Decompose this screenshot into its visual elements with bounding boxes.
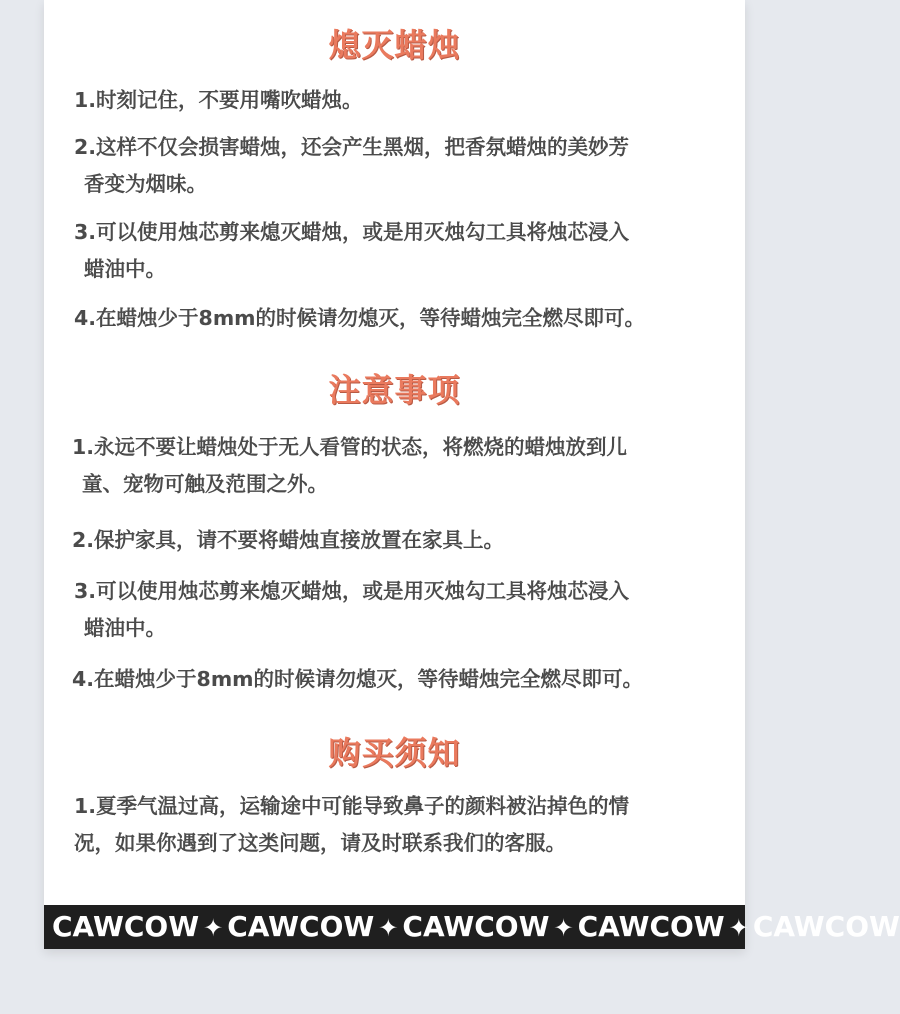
brand-text: CAWCOW [52, 910, 200, 943]
brand-text: CAWCOW [752, 910, 900, 943]
list-item [74, 214, 714, 288]
list-item-continuation: 蜡油中。 [84, 257, 166, 281]
list-item [74, 788, 714, 862]
list-item-text: 1.时刻记住，不要用嘴吹蜡烛。 [74, 88, 363, 112]
list-item [74, 82, 714, 119]
list-item [72, 429, 712, 503]
brand-text: CAWCOW [227, 910, 375, 943]
list-item-text: 1.夏季气温过高，运输途中可能导致鼻子的颜料被沾掉色的情 [74, 794, 630, 818]
section-title-extinguish: 熄灭蜡烛 [328, 26, 461, 64]
list-item-continuation: 况，如果你遇到了这类问题，请及时联系我们的客服。 [74, 831, 566, 855]
list-item-text: 1.永远不要让蜡烛处于无人看管的状态，将燃烧的蜡烛放到儿 [72, 435, 628, 459]
brand-banner-track [52, 905, 900, 950]
list-item-continuation: 童、宠物可触及范围之外。 [82, 472, 328, 496]
list-item-text: 3.可以使用烛芯剪来熄灭蜡烛，或是用灭烛勾工具将烛芯浸入 [74, 579, 630, 603]
sparkle-icon: ✦ [203, 914, 224, 942]
list-item-text: 2.这样不仅会损害蜡烛，还会产生黑烟，把香氛蜡烛的美妙芳 [74, 135, 630, 159]
list-item-text: 4.在蜡烛少于8mm的时候请勿熄灭，等待蜡烛完全燃尽即可。 [74, 306, 646, 330]
sparkle-icon: ✦ [553, 914, 574, 942]
list-item-text: 4.在蜡烛少于8mm的时候请勿熄灭，等待蜡烛完全燃尽即可。 [72, 667, 644, 691]
brand-text: CAWCOW [402, 910, 550, 943]
info-card [44, 0, 900, 949]
brand-text: CAWCOW [577, 910, 725, 943]
list-item [74, 129, 714, 203]
list-item-text: 3.可以使用烛芯剪来熄灭蜡烛，或是用灭烛勾工具将烛芯浸入 [74, 220, 630, 244]
list-item [74, 300, 734, 337]
list-item [74, 573, 714, 647]
list-item-continuation: 香变为烟味。 [84, 172, 207, 196]
list-item [72, 661, 732, 698]
list-item-continuation: 蜡油中。 [84, 616, 166, 640]
list-item-text: 2.保护家具，请不要将蜡烛直接放置在家具上。 [72, 528, 505, 552]
brand-banner [44, 905, 900, 949]
list-item [72, 522, 712, 559]
sparkle-icon: ✦ [728, 914, 749, 942]
section-title-precautions: 注意事项 [328, 371, 461, 409]
section-title-purchase-notice: 购买须知 [328, 734, 461, 772]
sparkle-icon: ✦ [378, 914, 399, 942]
